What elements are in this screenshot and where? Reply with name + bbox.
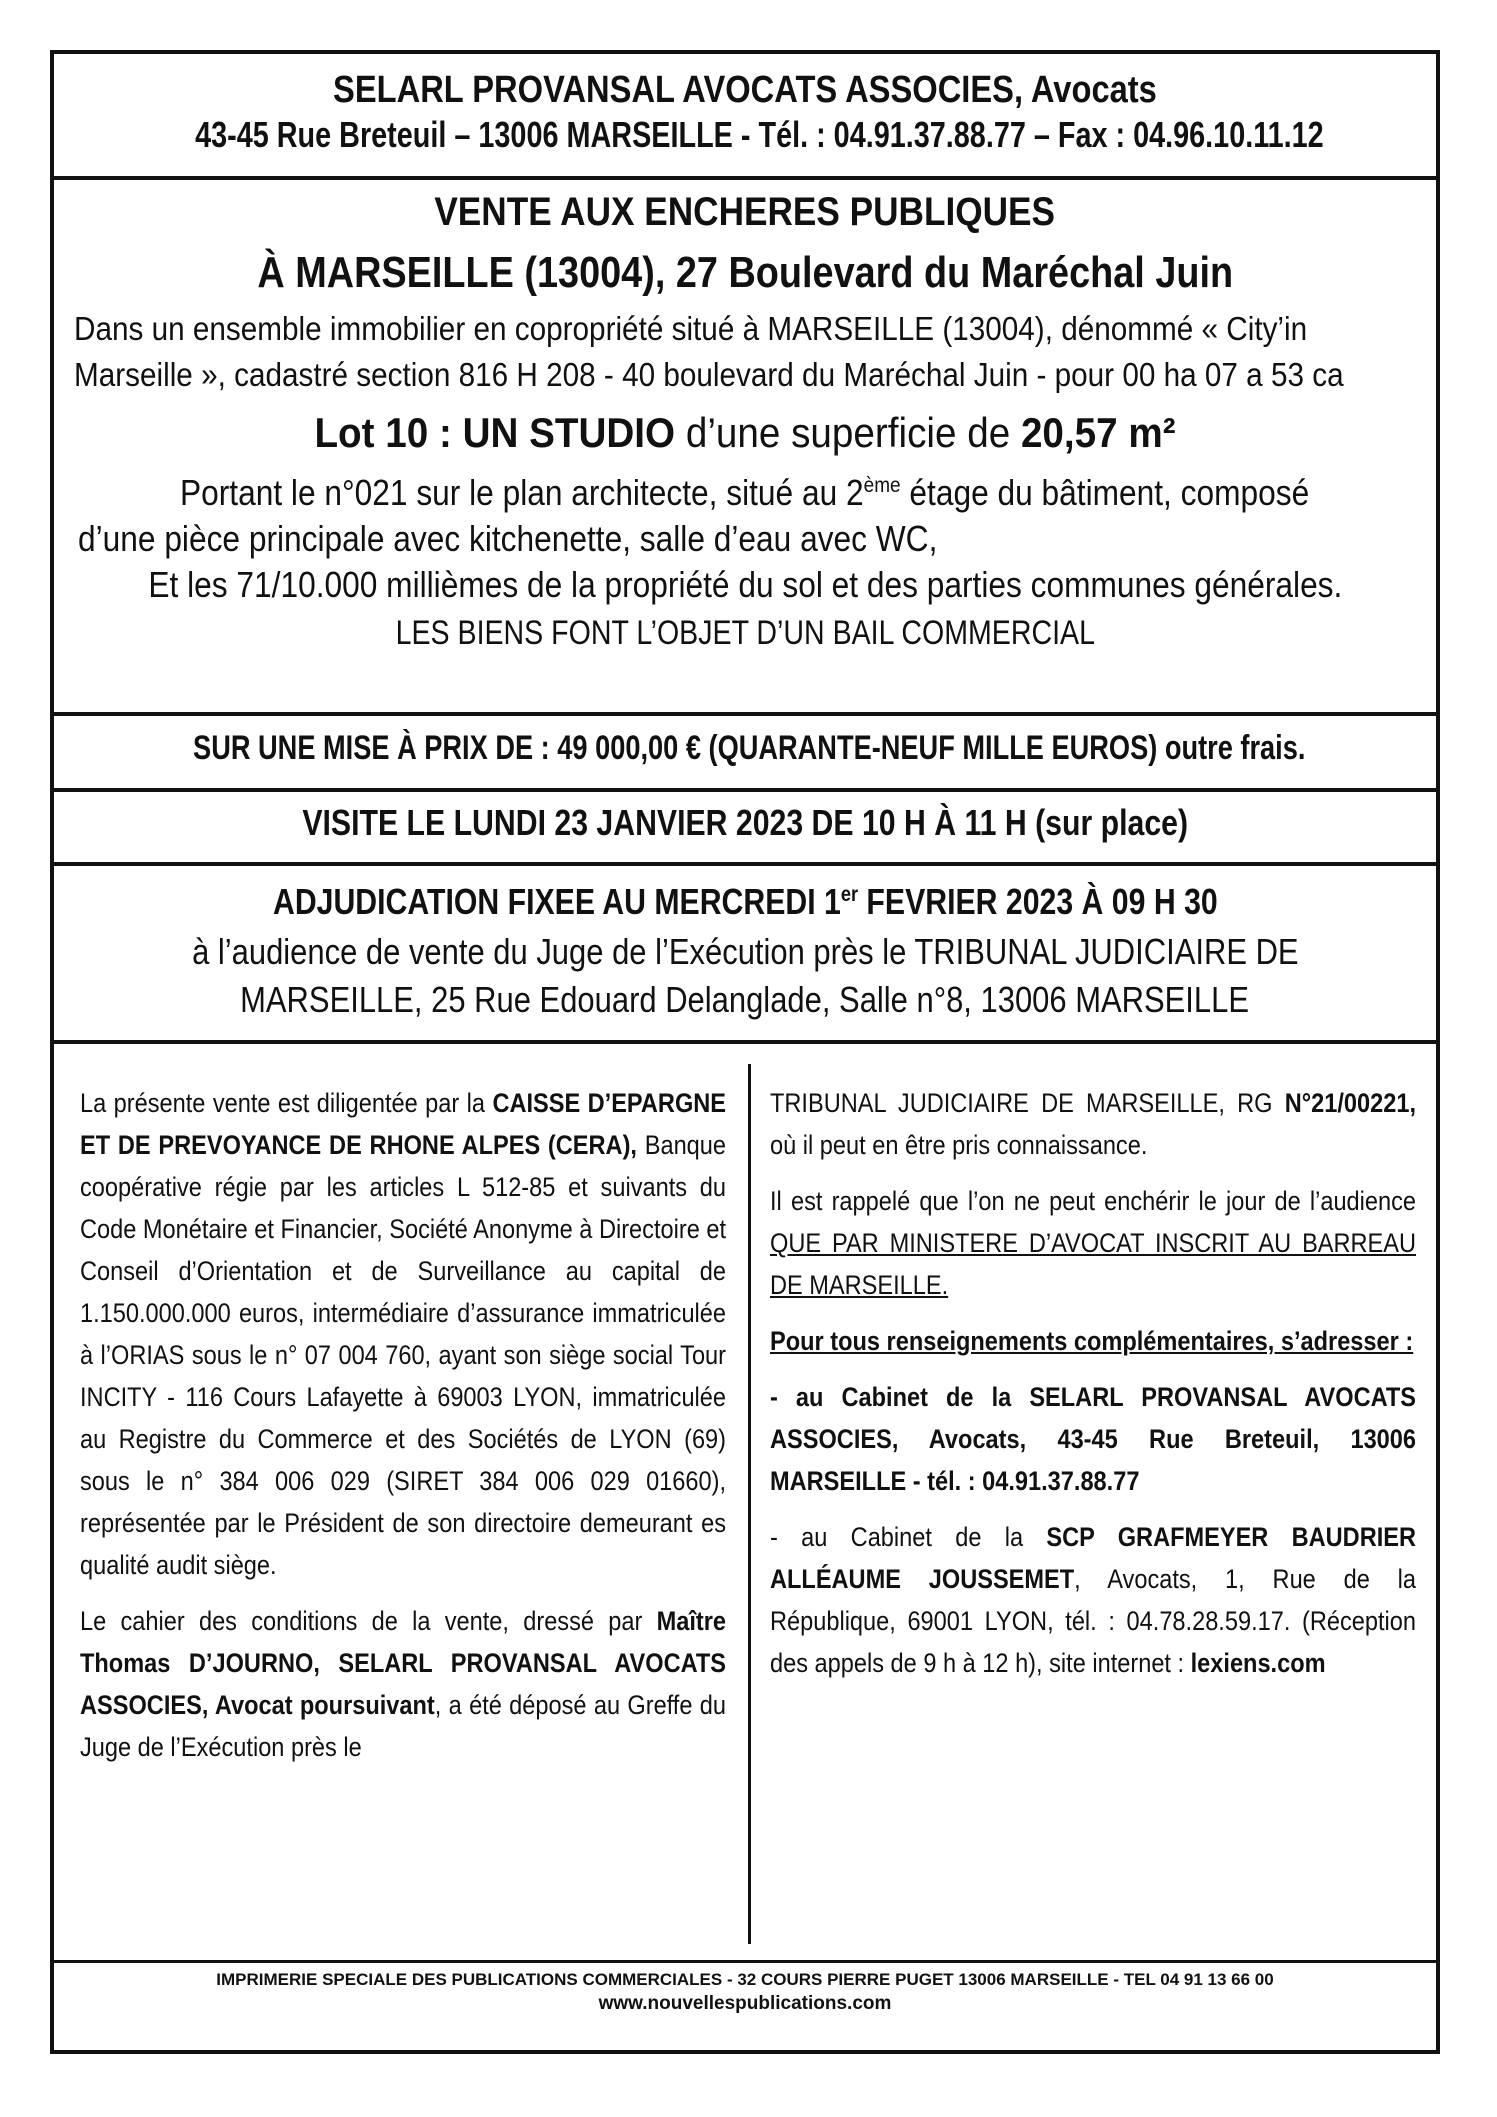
left-p2-b: , a été déposé au Greffe du Juge de l’Exécution près le [80,1690,727,1762]
lot-desc-3: Et les 71/10.000 millièmes de la propriété du sol et des parties communes générales. [148,564,1342,605]
left-p1-b: Banque coopérative régie par les articles L 512-85 et suivants du Code Monétaire et Financier, Société Anonyme à Directoire et Conseil d’Orientation et de Surveillance au capital de 1.150.000.000 euros, intermédiaire d’assurance immatriculée à l’ORIAS sous le n° 07 004 760, ayant son siège social Tour INCITY - 116 Cours Lafayette à 69003 LYON, immatriculée au Registre du Commerce et des Sociétés de LYON (69) sous le n° 384 006 029 (SIRET 384 006 029 01660), représentée par le Président de son directoire demeurant es qualité audit siège. [80,1130,727,1580]
sale-intro: Dans un ensemble immobilier en copropriété situé à MARSEILLE (13004), dénommé « City’in Marseille », cadastré section 816 H 208 - 40 boulevard du Maréchal Juin - pour 00 ha 07 a 53 ca [74,310,1344,393]
sale-location: À MARSEILLE (13004), 27 Boulevard du Maréchal Juin [257,248,1233,297]
lot-line [314,404,1175,462]
right-p2-a: Il est rappelé que l’on ne peut enchérir le jour de l’audience [770,1186,1417,1216]
right-p5-bold: SCP GRAFMEYER BAUDRIER ALLÉAUME JOUSSEMET [770,1522,1417,1594]
lot-desc-1-sup: ème [864,472,902,497]
divider [54,1040,1436,1044]
info-heading: Pour tous renseignements complémentaires, s’adresser : [770,1326,1414,1356]
right-p5-a: - au Cabinet de la [770,1522,1047,1552]
price-line: SUR UNE MISE À PRIX DE : 49 000,00 € (QUARANTE-NEUF MILLE EUROS) outre frais. [193,729,1306,767]
left-column [80,1082,726,1782]
lot-desc-1b: étage du bâtiment, composé [901,472,1310,513]
divider [54,862,1436,866]
right-column [770,1082,1416,1698]
left-p1-a: La présente vente est diligentée par la [80,1088,493,1118]
right-p1-a: TRIBUNAL JUDICIAIRE DE MARSEILLE, RG [770,1088,1285,1118]
contact-provansal: - au Cabinet de la SELARL PROVANSAL AVOCATS ASSOCIES, Avocats, 43-45 Rue Breteuil, 13006 MARSEILLE - tél. : 04.91.37.88.77 [770,1382,1417,1496]
adjudication-line-1: à l’audience de vente du Juge de l’Exécution près le TRIBUNAL JUDICIAIRE DE [191,931,1299,972]
adjudication-line-2: MARSEILLE, 25 Rue Edouard Delanglade, Salle n°8, 13006 MARSEILLE [240,979,1250,1020]
sale-title: VENTE AUX ENCHERES PUBLIQUES [434,190,1056,234]
adjudication-title-a: ADJUDICATION FIXEE AU MERCREDI 1 [272,881,841,922]
left-p1-bold: CAISSE D’EPARGNE ET DE PREVOYANCE DE RHONE ALPES (CERA), [80,1088,727,1160]
lot-mid: d’une superficie de [675,409,1021,456]
lot-area: 20,57 m² [1020,409,1176,456]
sale-section [54,184,1436,658]
right-paragraph-1 [770,1082,1416,1166]
notice-frame [50,50,1440,2054]
left-p2-a: Le cahier des conditions de la vente, dressé par [80,1606,657,1636]
lot-title: Lot 10 : UN STUDIO [314,409,676,456]
bar-requirement: QUE PAR MINISTERE D’AVOCAT INSCRIT AU BARREAU DE MARSEILLE. [770,1228,1417,1300]
website-link[interactable]: lexiens.com [1190,1648,1326,1678]
left-paragraph-2 [80,1600,726,1768]
price-section [54,722,1436,774]
contact-grafmeyer [770,1516,1416,1684]
adjudication-title-b: FEVRIER 2023 À 09 H 30 [857,881,1218,922]
footer [54,1968,1436,2016]
divider [54,788,1436,792]
divider [54,176,1436,180]
lot-desc-1 [180,462,1309,516]
firm-name: SELARL PROVANSAL AVOCATS ASSOCIES, Avocats [333,69,1157,111]
printer-info: IMPRIMERIE SPECIALE DES PUBLICATIONS COMMERCIALES - 32 COURS PIERRE PUGET 13006 MARSEILLE - TEL 04 91 13 66 00 [216,1970,1274,1989]
visit-line: VISITE LE LUNDI 23 JANVIER 2023 DE 10 H À 11 H (sur place) [302,802,1188,843]
divider [54,712,1436,716]
firm-header [54,68,1436,158]
lot-desc-2: d’une pièce principale avec kitchenette, salle d’eau avec WC, [78,518,938,559]
adjudication-title-sup: er [840,881,858,906]
bail-notice: LES BIENS FONT L’OBJET D’UN BAIL COMMERCIAL [395,614,1095,652]
adjudication-title [273,868,1218,928]
lot-desc-1a: Portant le n°021 sur le plan architecte, situé au 2 [180,472,865,513]
column-divider [748,1064,751,1944]
publisher-website[interactable]: www.nouvellespublications.com [598,1993,892,2014]
visit-section [54,796,1436,850]
left-paragraph-1 [80,1082,726,1586]
right-p1-bold: N°21/00221, [1284,1088,1417,1118]
right-paragraph-2 [770,1180,1416,1306]
left-p2-bold: Maître Thomas D’JOURNO, SELARL PROVANSAL AVOCATS ASSOCIES, Avocat poursuivant [80,1606,727,1720]
divider [54,1960,1436,1963]
firm-address: 43-45 Rue Breteuil – 13006 MARSEILLE - Tél. : 04.91.37.88.77 – Fax : 04.96.10.11.12 [195,114,1324,155]
right-p1-b: où il peut en être pris connaissance. [770,1130,1148,1160]
adjudication-section [54,868,1436,1024]
right-p5-b: , Avocats, 1, Rue de la République, 69001 LYON, tél. : 04.78.28.59.17. (Réception des appels de 9 h à 12 h), site internet : [770,1564,1417,1678]
